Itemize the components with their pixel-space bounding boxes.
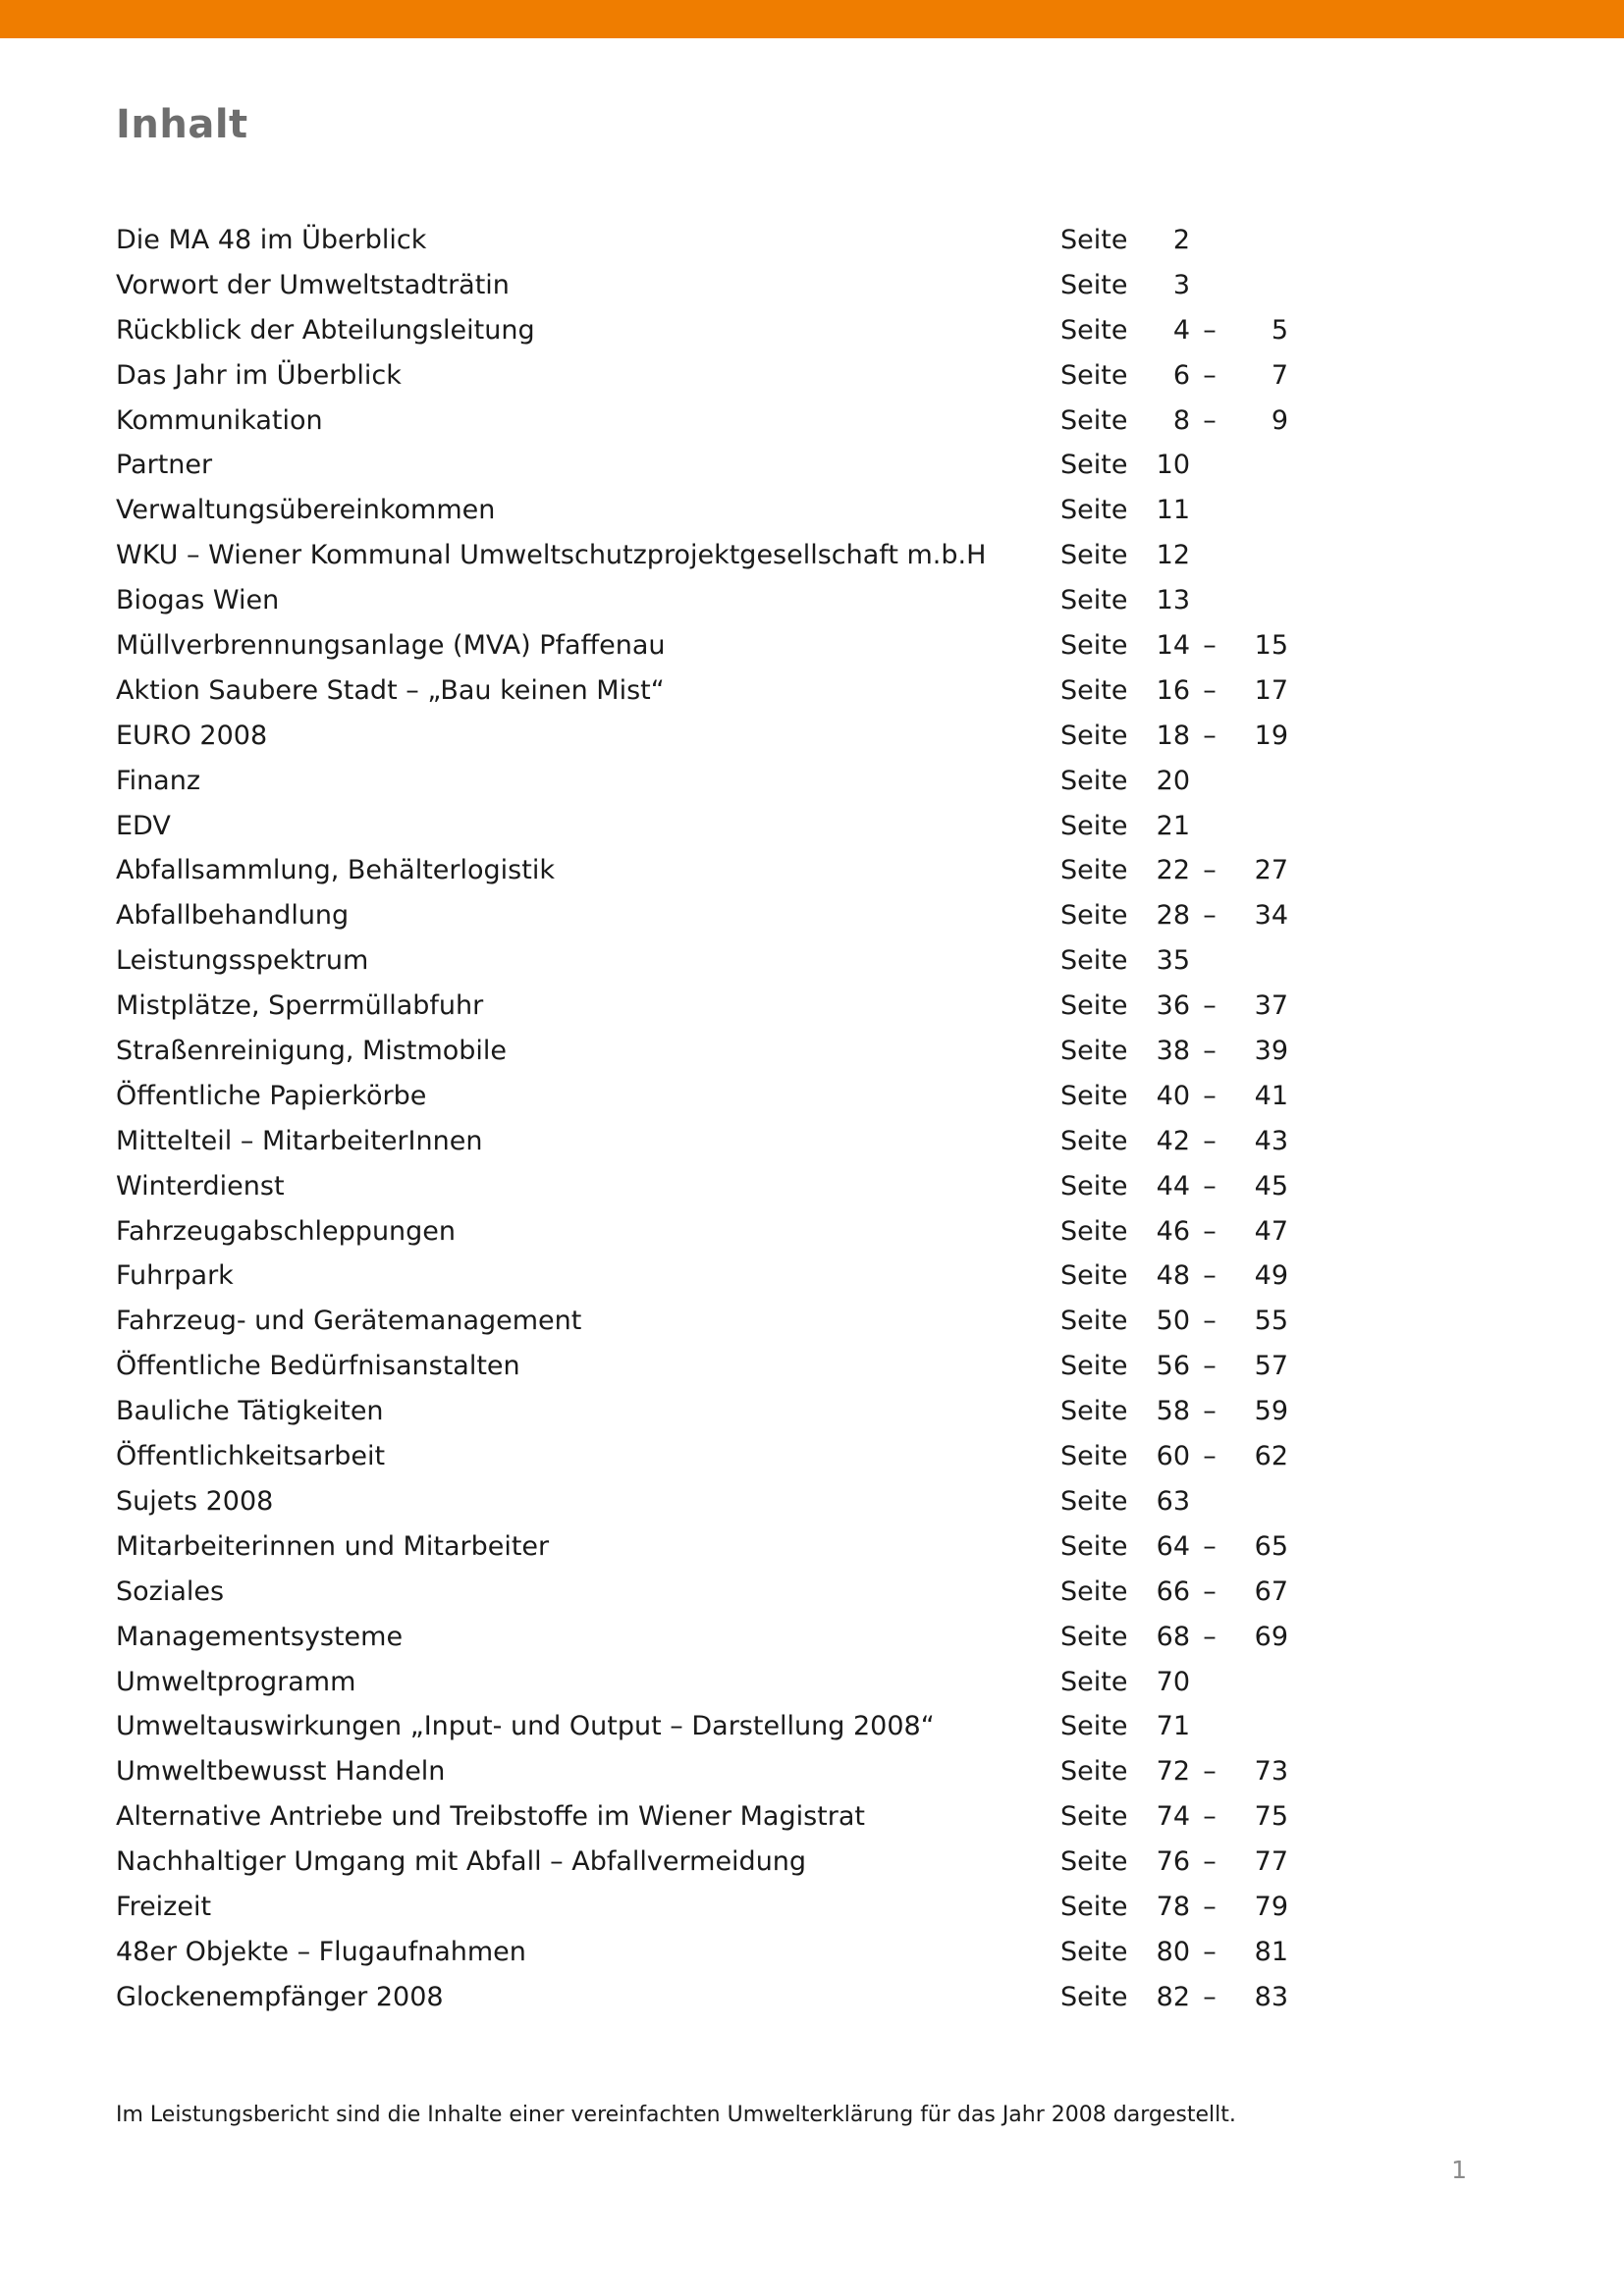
- toc-entry-seite-label: Seite: [1060, 495, 1128, 526]
- toc-entry-seite-label: Seite: [1060, 404, 1128, 436]
- toc-entry-seite-label: Seite: [1060, 1936, 1128, 1967]
- toc-entry-seite-label: Seite: [1060, 630, 1128, 662]
- toc-entry-start-page: 64: [1156, 1530, 1190, 1562]
- toc-entry-end-page: 34: [1254, 900, 1288, 932]
- toc-entry-range-dash: –: [1203, 404, 1217, 436]
- toc-entry: [116, 941, 1294, 987]
- toc-entry-end-page: 59: [1254, 1396, 1288, 1427]
- toc-entry-title: Öffentliche Papierkörbe: [116, 1080, 427, 1111]
- toc-entry-end-page: 67: [1254, 1575, 1288, 1607]
- toc-entry-seite-label: Seite: [1060, 1891, 1128, 1922]
- toc-entry-seite-label: Seite: [1060, 1170, 1128, 1201]
- toc-entry: [116, 1707, 1294, 1752]
- toc-entry-start-page: 28: [1156, 900, 1190, 932]
- toc-entry-range-dash: –: [1203, 1981, 1217, 2012]
- toc-entry-range-dash: –: [1203, 1215, 1217, 1247]
- toc-entry: [116, 1392, 1294, 1437]
- toc-entry-range-dash: –: [1203, 1530, 1217, 1562]
- toc-entry-start-page: 82: [1156, 1981, 1190, 2012]
- toc-entry-end-page: 41: [1254, 1080, 1288, 1111]
- toc-entry-start-page: 8: [1172, 404, 1190, 436]
- toc-entry: [116, 1256, 1294, 1302]
- toc-entry-range-dash: –: [1203, 1441, 1217, 1472]
- toc-entry-title: Soziales: [116, 1575, 225, 1607]
- toc-entry-seite-label: Seite: [1060, 855, 1128, 886]
- toc-entry-start-page: 22: [1156, 855, 1190, 886]
- toc-entry: [116, 491, 1294, 536]
- toc-entry-range-dash: –: [1203, 855, 1217, 886]
- toc-entry-start-page: 71: [1156, 1711, 1190, 1742]
- toc-entry-start-page: 35: [1156, 945, 1190, 977]
- toc-entry-title: EURO 2008: [116, 720, 268, 751]
- toc-entry-start-page: 50: [1156, 1306, 1190, 1337]
- toc-entry-seite-label: Seite: [1060, 1125, 1128, 1156]
- toc-entry-title: Bauliche Tätigkeiten: [116, 1396, 384, 1427]
- toc-entry: [116, 1527, 1294, 1573]
- toc-entry-end-page: 65: [1254, 1530, 1288, 1562]
- toc-entry-range-dash: –: [1203, 1936, 1217, 1967]
- toc-entry-start-page: 60: [1156, 1441, 1190, 1472]
- toc-entry-end-page: 83: [1254, 1981, 1288, 2012]
- toc-entry-end-page: 57: [1254, 1351, 1288, 1382]
- toc-entry-start-page: 80: [1156, 1936, 1190, 1967]
- toc-entry-seite-label: Seite: [1060, 1441, 1128, 1472]
- toc-entry-end-page: 55: [1254, 1306, 1288, 1337]
- toc-entry-seite-label: Seite: [1060, 1756, 1128, 1788]
- toc-entry-seite-label: Seite: [1060, 225, 1128, 255]
- toc-entry-seite-label: Seite: [1060, 1711, 1128, 1742]
- toc-entry-end-page: 27: [1254, 855, 1288, 886]
- top-accent-bar: [0, 0, 1624, 38]
- toc-entry-title: 48er Objekte – Flugaufnahmen: [116, 1936, 526, 1967]
- table-of-contents: [116, 221, 1294, 2023]
- toc-entry-start-page: 20: [1156, 765, 1190, 796]
- toc-entry-end-page: 69: [1254, 1621, 1288, 1652]
- toc-entry-start-page: 16: [1156, 674, 1190, 706]
- toc-entry-start-page: 12: [1156, 540, 1190, 571]
- toc-entry-start-page: 44: [1156, 1170, 1190, 1201]
- toc-entry: [116, 1032, 1294, 1077]
- toc-entry-range-dash: –: [1203, 314, 1217, 346]
- toc-entry: [116, 1573, 1294, 1618]
- toc-entry-end-page: 47: [1254, 1215, 1288, 1247]
- toc-entry-end-page: 45: [1254, 1170, 1288, 1201]
- toc-entry: [116, 1618, 1294, 1663]
- toc-entry-range-dash: –: [1203, 359, 1217, 391]
- toc-entry: [116, 446, 1294, 491]
- toc-entry-start-page: 66: [1156, 1575, 1190, 1607]
- toc-entry-seite-label: Seite: [1060, 765, 1128, 796]
- toc-entry-start-page: 2: [1172, 225, 1190, 255]
- toc-entry-title: Das Jahr im Überblick: [116, 359, 402, 391]
- toc-entry-seite-label: Seite: [1060, 945, 1128, 977]
- toc-entry: [116, 671, 1294, 717]
- toc-entry-range-dash: –: [1203, 1801, 1217, 1833]
- toc-entry-end-page: 75: [1254, 1801, 1288, 1833]
- toc-entry-start-page: 36: [1156, 990, 1190, 1022]
- toc-entry-seite-label: Seite: [1060, 1801, 1128, 1833]
- toc-entry-start-page: 14: [1156, 630, 1190, 662]
- toc-entry: [116, 266, 1294, 311]
- toc-entry: [116, 807, 1294, 852]
- toc-entry-end-page: 7: [1271, 359, 1288, 391]
- toc-entry-start-page: 42: [1156, 1125, 1190, 1156]
- toc-entry: [116, 1122, 1294, 1167]
- toc-entry-seite-label: Seite: [1060, 359, 1128, 391]
- toc-entry-end-page: 15: [1254, 630, 1288, 662]
- toc-entry: [116, 1797, 1294, 1842]
- toc-entry: [116, 1212, 1294, 1257]
- toc-entry-seite-label: Seite: [1060, 900, 1128, 932]
- toc-entry-range-dash: –: [1203, 1756, 1217, 1788]
- toc-entry-start-page: 63: [1156, 1485, 1190, 1517]
- toc-entry-start-page: 76: [1156, 1846, 1190, 1878]
- toc-entry-range-dash: –: [1203, 1036, 1217, 1067]
- toc-entry-seite-label: Seite: [1060, 269, 1128, 300]
- toc-entry-title: Sujets 2008: [116, 1485, 274, 1517]
- toc-entry-title: Alternative Antriebe und Treibstoffe im Wiener Magistrat: [116, 1801, 866, 1833]
- toc-entry-seite-label: Seite: [1060, 1215, 1128, 1247]
- toc-entry: [116, 1888, 1294, 1933]
- toc-entry: [116, 1933, 1294, 1978]
- toc-entry-title: Managementsysteme: [116, 1621, 404, 1652]
- toc-entry-start-page: 40: [1156, 1080, 1190, 1111]
- toc-entry-start-page: 6: [1172, 359, 1190, 391]
- toc-entry-range-dash: –: [1203, 900, 1217, 932]
- toc-entry: [116, 356, 1294, 401]
- toc-entry-end-page: 49: [1254, 1260, 1288, 1292]
- toc-entry-seite-label: Seite: [1060, 1981, 1128, 2012]
- toc-entry-end-page: 73: [1254, 1756, 1288, 1788]
- toc-entry-title: Glockenempfänger 2008: [116, 1981, 444, 2012]
- toc-entry: [116, 1302, 1294, 1347]
- toc-entry-seite-label: Seite: [1060, 1351, 1128, 1382]
- toc-entry-title: Straßenreinigung, Mistmobile: [116, 1036, 508, 1067]
- toc-entry: [116, 1167, 1294, 1212]
- toc-entry: [116, 896, 1294, 941]
- toc-entry-end-page: 81: [1254, 1936, 1288, 1967]
- toc-entry-start-page: 56: [1156, 1351, 1190, 1382]
- toc-entry-range-dash: –: [1203, 1080, 1217, 1111]
- toc-entry-title: EDV: [116, 810, 171, 841]
- toc-entry-seite-label: Seite: [1060, 1036, 1128, 1067]
- toc-entry-title: Finanz: [116, 765, 201, 796]
- toc-entry-title: Öffentliche Bedürfnisanstalten: [116, 1351, 520, 1382]
- toc-entry-title: Müllverbrennungsanlage (MVA) Pfaffenau: [116, 630, 666, 662]
- toc-entry-range-dash: –: [1203, 720, 1217, 751]
- toc-entry: [116, 536, 1294, 581]
- toc-entry-title: Mitarbeiterinnen und Mitarbeiter: [116, 1530, 550, 1562]
- toc-entry-start-page: 78: [1156, 1891, 1190, 1922]
- toc-entry-start-page: 72: [1156, 1756, 1190, 1788]
- toc-entry: [116, 987, 1294, 1032]
- toc-entry-range-dash: –: [1203, 1575, 1217, 1607]
- toc-entry: [116, 851, 1294, 896]
- toc-entry-start-page: 11: [1156, 495, 1190, 526]
- toc-entry-title: Umweltbewusst Handeln: [116, 1756, 446, 1788]
- toc-entry-end-page: 37: [1254, 990, 1288, 1022]
- toc-entry-end-page: 19: [1254, 720, 1288, 751]
- toc-entry-title: Mittelteil – MitarbeiterInnen: [116, 1125, 483, 1156]
- toc-entry: [116, 717, 1294, 762]
- toc-entry: [116, 311, 1294, 356]
- toc-entry-seite-label: Seite: [1060, 450, 1128, 481]
- toc-entry-range-dash: –: [1203, 1170, 1217, 1201]
- toc-entry-seite-label: Seite: [1060, 1080, 1128, 1111]
- toc-entry: [116, 1437, 1294, 1482]
- toc-entry-seite-label: Seite: [1060, 1306, 1128, 1337]
- toc-entry-start-page: 3: [1172, 269, 1190, 300]
- toc-entry-start-page: 38: [1156, 1036, 1190, 1067]
- toc-entry-title: Fuhrpark: [116, 1260, 234, 1292]
- toc-entry-range-dash: –: [1203, 1396, 1217, 1427]
- toc-entry-range-dash: –: [1203, 990, 1217, 1022]
- toc-entry-seite-label: Seite: [1060, 674, 1128, 706]
- toc-entry-range-dash: –: [1203, 1306, 1217, 1337]
- toc-entry-end-page: 39: [1254, 1036, 1288, 1067]
- toc-entry-start-page: 21: [1156, 810, 1190, 841]
- toc-entry: [116, 1842, 1294, 1888]
- toc-entry-start-page: 13: [1156, 585, 1190, 616]
- footnote: Im Leistungsbericht sind die Inhalte einer vereinfachten Umwelterklärung für das Jahr 2008 dargestellt.: [116, 2103, 1236, 2127]
- toc-entry-title: Vorwort der Umweltstadträtin: [116, 269, 510, 300]
- toc-entry-title: Nachhaltiger Umgang mit Abfall – Abfallvermeidung: [116, 1846, 807, 1878]
- toc-entry-seite-label: Seite: [1060, 1621, 1128, 1652]
- toc-entry-range-dash: –: [1203, 1846, 1217, 1878]
- toc-entry-range-dash: –: [1203, 1351, 1217, 1382]
- toc-entry-end-page: 79: [1254, 1891, 1288, 1922]
- toc-entry: [116, 1077, 1294, 1122]
- toc-entry-range-dash: –: [1203, 1260, 1217, 1292]
- toc-entry-title: Freizeit: [116, 1891, 212, 1922]
- toc-entry: [116, 581, 1294, 626]
- toc-entry-seite-label: Seite: [1060, 314, 1128, 346]
- toc-entry: [116, 1752, 1294, 1797]
- toc-entry-end-page: 9: [1271, 404, 1288, 436]
- toc-entry-title: Abfallbehandlung: [116, 900, 350, 932]
- toc-entry-title: Verwaltungsübereinkommen: [116, 495, 496, 526]
- toc-entry-title: Fahrzeug- und Gerätemanagement: [116, 1306, 582, 1337]
- toc-entry-seite-label: Seite: [1060, 1530, 1128, 1562]
- toc-entry-title: Die MA 48 im Überblick: [116, 225, 427, 255]
- toc-entry-range-dash: –: [1203, 630, 1217, 662]
- toc-entry-seite-label: Seite: [1060, 1396, 1128, 1427]
- toc-entry-title: Abfallsammlung, Behälterlogistik: [116, 855, 555, 886]
- toc-entry-seite-label: Seite: [1060, 990, 1128, 1022]
- toc-entry-range-dash: –: [1203, 1125, 1217, 1156]
- toc-entry: [116, 1482, 1294, 1527]
- toc-entry: [116, 762, 1294, 807]
- toc-entry-start-page: 70: [1156, 1666, 1190, 1697]
- toc-entry-title: Partner: [116, 450, 213, 481]
- toc-entry-start-page: 10: [1156, 450, 1190, 481]
- toc-entry-title: Aktion Saubere Stadt – „Bau keinen Mist“: [116, 674, 665, 706]
- toc-entry-start-page: 46: [1156, 1215, 1190, 1247]
- toc-entry-end-page: 43: [1254, 1125, 1288, 1156]
- toc-entry-start-page: 48: [1156, 1260, 1190, 1292]
- toc-entry: [116, 401, 1294, 447]
- toc-entry-end-page: 62: [1254, 1441, 1288, 1472]
- toc-entry-title: WKU – Wiener Kommunal Umweltschutzprojektgesellschaft m.b.H: [116, 540, 987, 571]
- toc-entry-range-dash: –: [1203, 674, 1217, 706]
- page-number: 1: [1451, 2156, 1467, 2184]
- toc-entry-title: Umweltprogramm: [116, 1666, 356, 1697]
- toc-entry: [116, 1663, 1294, 1708]
- toc-entry-end-page: 5: [1271, 314, 1288, 346]
- toc-entry-title: Mistplätze, Sperrmüllabfuhr: [116, 990, 484, 1022]
- toc-entry-range-dash: –: [1203, 1891, 1217, 1922]
- toc-entry-seite-label: Seite: [1060, 1846, 1128, 1878]
- toc-entry-start-page: 74: [1156, 1801, 1190, 1833]
- toc-entry-title: Fahrzeugabschleppungen: [116, 1215, 457, 1247]
- toc-entry: [116, 626, 1294, 671]
- toc-entry-title: Biogas Wien: [116, 585, 280, 616]
- toc-entry-seite-label: Seite: [1060, 585, 1128, 616]
- toc-entry-title: Umweltauswirkungen „Input- und Output – Darstellung 2008“: [116, 1711, 935, 1742]
- toc-entry-end-page: 17: [1254, 674, 1288, 706]
- toc-entry-seite-label: Seite: [1060, 1575, 1128, 1607]
- page-title: Inhalt: [116, 102, 248, 147]
- toc-entry: [116, 1347, 1294, 1392]
- toc-entry-title: Öffentlichkeitsarbeit: [116, 1441, 386, 1472]
- toc-entry-seite-label: Seite: [1060, 810, 1128, 841]
- toc-entry: [116, 221, 1294, 266]
- toc-entry-start-page: 18: [1156, 720, 1190, 751]
- toc-entry-seite-label: Seite: [1060, 1666, 1128, 1697]
- toc-entry-title: Rückblick der Abteilungsleitung: [116, 314, 535, 346]
- toc-entry-seite-label: Seite: [1060, 1485, 1128, 1517]
- toc-entry-title: Leistungsspektrum: [116, 945, 369, 977]
- toc-entry-seite-label: Seite: [1060, 1260, 1128, 1292]
- toc-entry-start-page: 58: [1156, 1396, 1190, 1427]
- toc-entry: [116, 1978, 1294, 2023]
- toc-entry-seite-label: Seite: [1060, 720, 1128, 751]
- toc-entry-title: Winterdienst: [116, 1170, 285, 1201]
- toc-entry-end-page: 77: [1254, 1846, 1288, 1878]
- toc-entry-range-dash: –: [1203, 1621, 1217, 1652]
- toc-entry-start-page: 4: [1172, 314, 1190, 346]
- toc-entry-start-page: 68: [1156, 1621, 1190, 1652]
- toc-entry-seite-label: Seite: [1060, 540, 1128, 571]
- toc-entry-title: Kommunikation: [116, 404, 323, 436]
